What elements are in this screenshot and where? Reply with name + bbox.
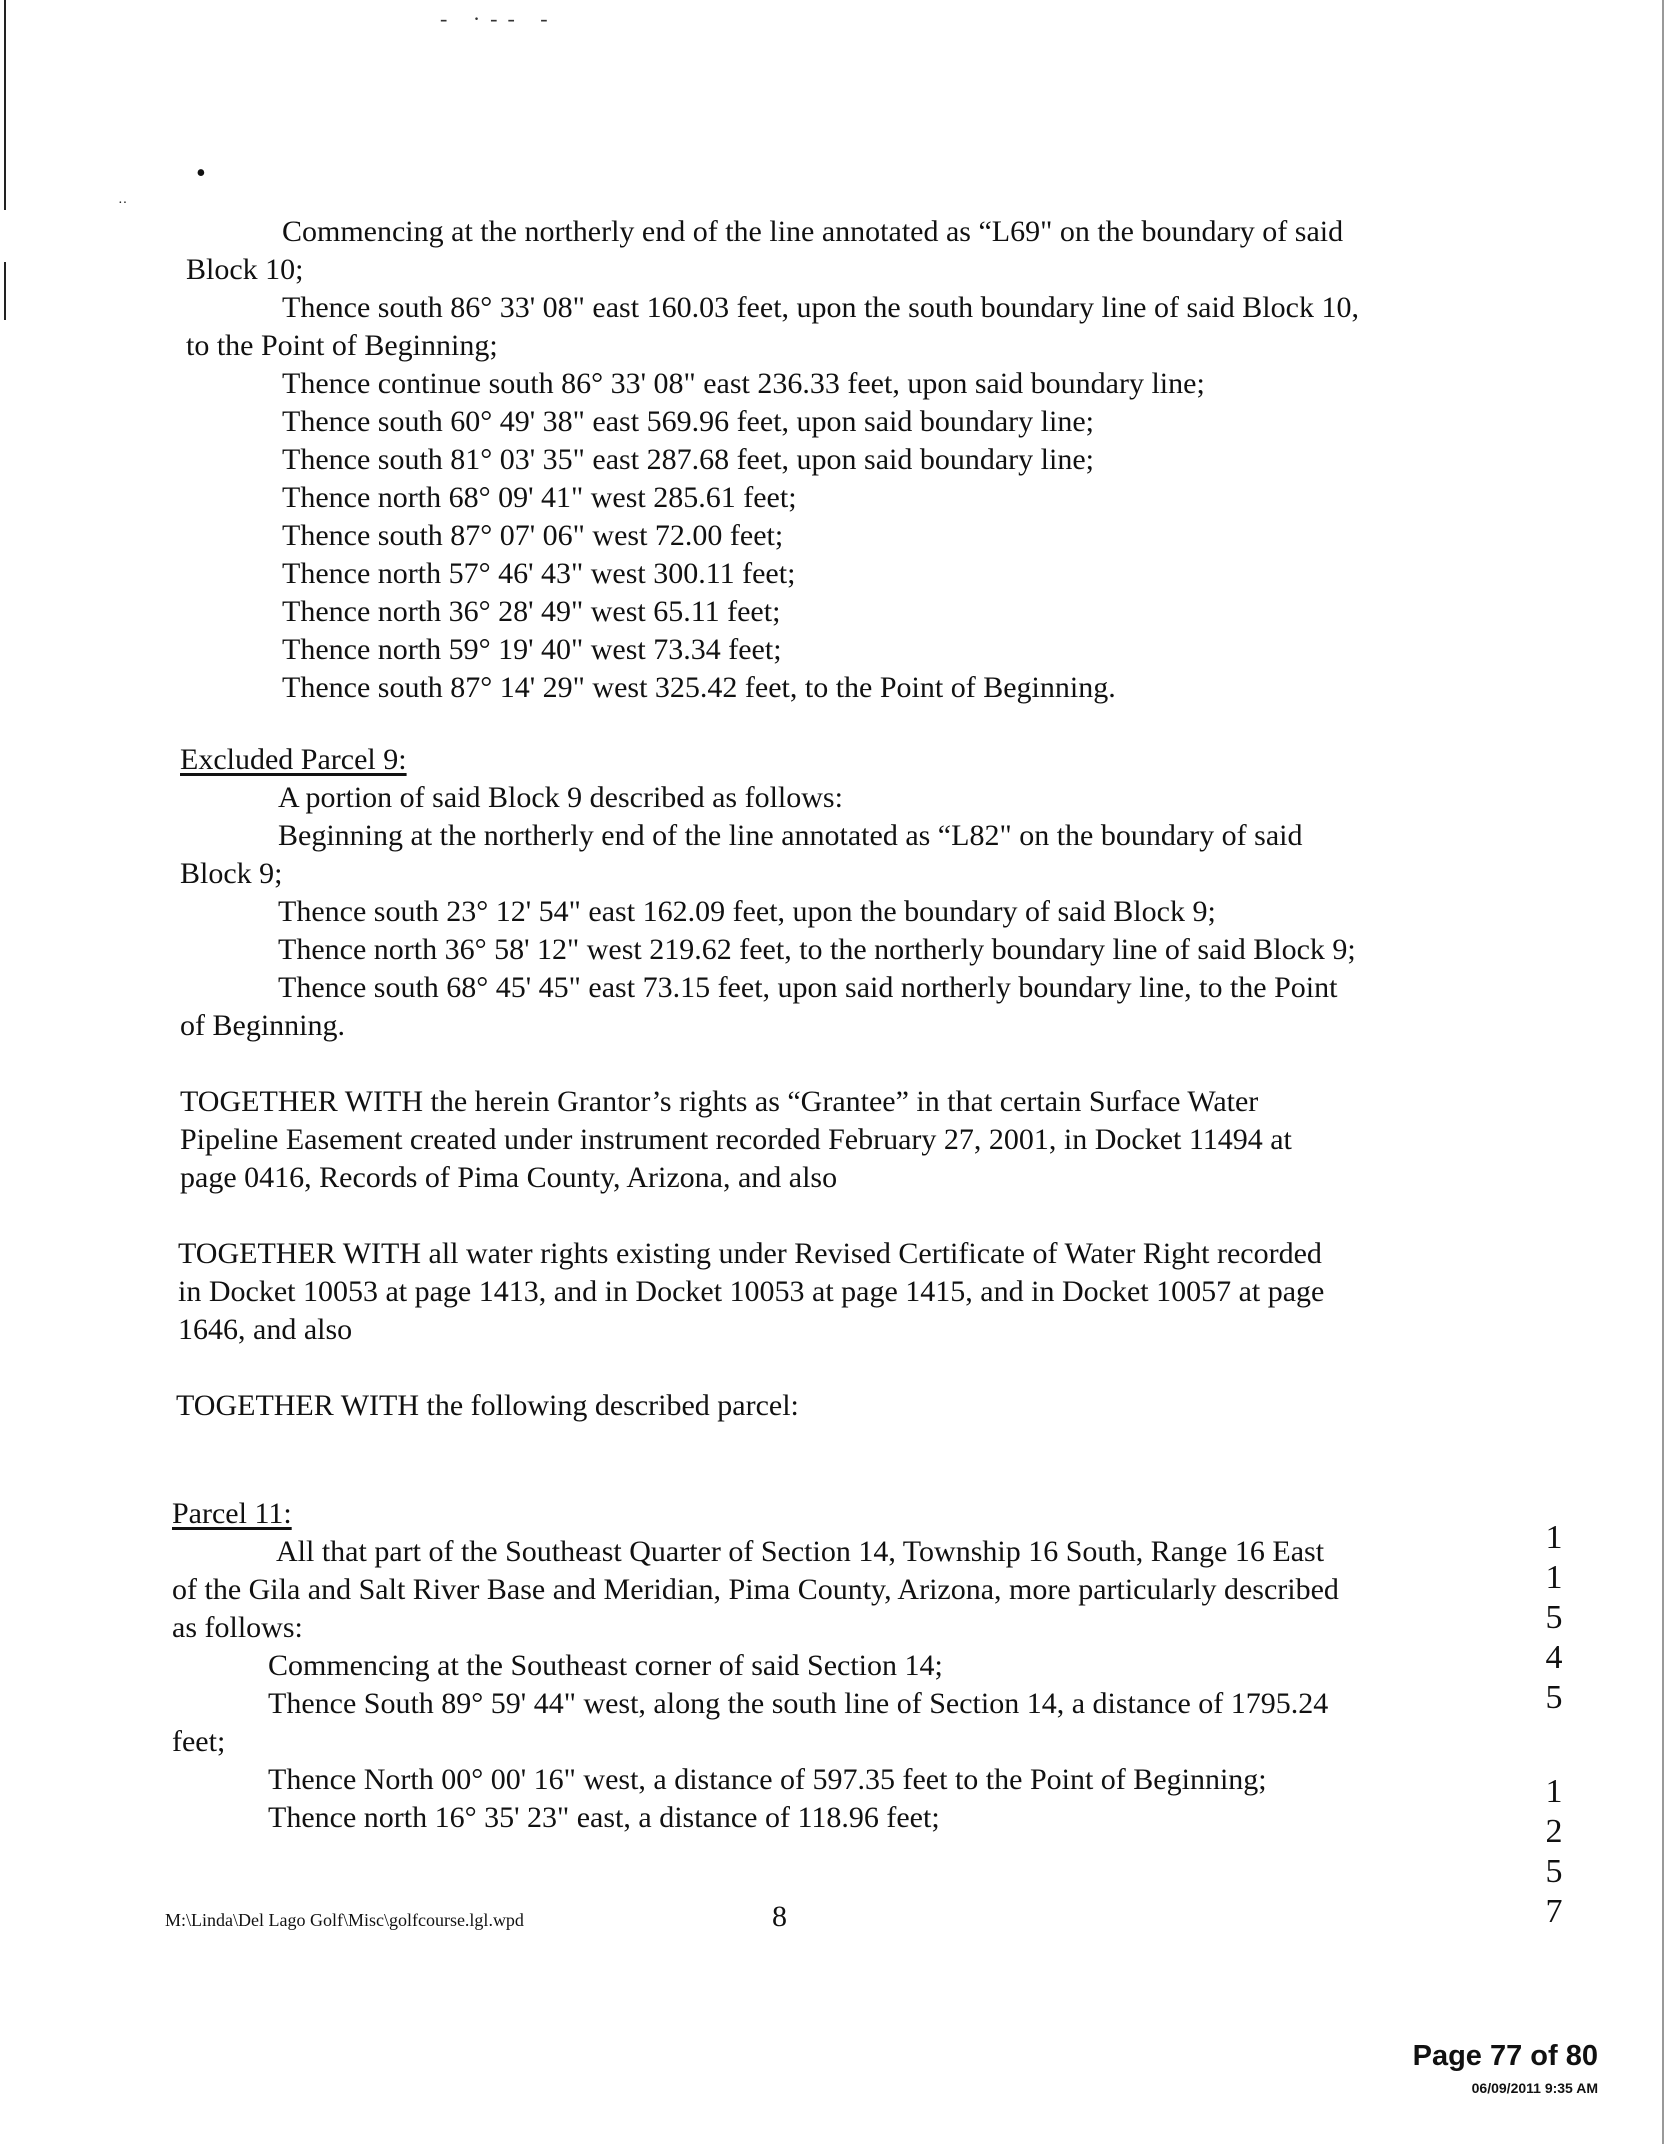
text-line: Thence north 16° 35' 23" east, a distance of 118.96 feet; <box>268 1801 940 1834</box>
text-line: Thence south 86° 33' 08" east 160.03 feet, upon the south boundary line of said Block 10, <box>282 291 1359 324</box>
text-line: to the Point of Beginning; <box>186 329 498 362</box>
text-line: feet; <box>172 1725 226 1758</box>
text-line: Pipeline Easement created under instrument recorded February 27, 2001, in Docket 11494 at <box>180 1123 1292 1156</box>
text-line: 1646, and also <box>178 1313 353 1346</box>
docket-gap <box>1540 1718 1568 1772</box>
docket-digit: 1 <box>1545 1559 1563 1596</box>
text-line: Commencing at the Southeast corner of said Section 14; <box>268 1649 943 1682</box>
text-line: TOGETHER WITH the following described parcel: <box>176 1389 799 1422</box>
text-line: Thence south 60° 49' 38" east 569.96 feet, upon said boundary line; <box>282 405 1094 438</box>
page-number: 8 <box>772 1900 787 1933</box>
text-line: Commencing at the northerly end of the line annotated as “L69" on the boundary of said <box>282 215 1344 248</box>
text-line: Thence South 89° 59' 44" west, along the south line of Section 14, a distance of 1795.24 <box>268 1687 1329 1720</box>
docket-digit: 7 <box>1545 1893 1563 1930</box>
margin-docket-number <box>1540 1518 1568 1932</box>
text-line: TOGETHER WITH all water rights existing under Revised Certificate of Water Right recorded <box>178 1237 1322 1270</box>
text-line: All that part of the Southeast Quarter of Section 14, Township 16 South, Range 16 East <box>276 1535 1325 1568</box>
scan-speck: ·· <box>118 196 128 211</box>
section-heading: Excluded Parcel 9: <box>180 743 407 776</box>
text-line: Thence south 81° 03' 35" east 287.68 feet, upon said boundary line; <box>282 443 1094 476</box>
docket-digit: 1 <box>1545 1519 1563 1556</box>
text-line: Thence south 87° 07' 06" west 72.00 feet; <box>282 519 784 552</box>
text-line: Block 9; <box>180 857 283 890</box>
docket-digit: 5 <box>1545 1853 1563 1890</box>
docket-digit: 4 <box>1545 1639 1563 1676</box>
text-line: page 0416, Records of Pima County, Arizona, and also <box>180 1161 838 1194</box>
page-count-stamp: Page 77 of 80 <box>1412 2040 1598 2072</box>
docket-digit: 1 <box>1545 1773 1563 1810</box>
text-line: in Docket 10053 at page 1413, and in Docket 10053 at page 1415, and in Docket 10057 at page <box>178 1275 1325 1308</box>
text-line: Thence north 36° 58' 12" west 219.62 feet, to the northerly boundary line of said Block 9; <box>278 933 1356 966</box>
text-line: Thence south 87° 14' 29" west 325.42 feet, to the Point of Beginning. <box>282 671 1116 704</box>
text-line: Thence south 68° 45' 45" east 73.15 feet, upon said northerly boundary line, to the Point <box>278 971 1338 1004</box>
text-line: Block 10; <box>186 253 304 286</box>
recording-timestamp: 06/09/2011 9:35 AM <box>1471 2080 1598 2096</box>
text-line: Thence south 23° 12' 54" east 162.09 feet, upon the boundary of said Block 9; <box>278 895 1216 928</box>
section-heading: Parcel 11: <box>172 1497 292 1530</box>
text-line: Beginning at the northerly end of the line annotated as “L82" on the boundary of said <box>278 819 1303 852</box>
text-line: of the Gila and Salt River Base and Meridian, Pima County, Arizona, more particularly described <box>172 1573 1339 1606</box>
docket-digit: 5 <box>1545 1679 1563 1716</box>
scan-edge-line <box>4 262 6 320</box>
text-line: Thence North 00° 00' 16" west, a distance of 597.35 feet to the Point of Beginning; <box>268 1763 1267 1796</box>
text-line: A portion of said Block 9 described as follows: <box>278 781 843 814</box>
text-line: of Beginning. <box>180 1009 345 1042</box>
text-line: Thence north 36° 28' 49" west 65.11 feet; <box>282 595 781 628</box>
text-line: as follows: <box>172 1611 303 1644</box>
docket-digit: 5 <box>1545 1599 1563 1636</box>
docket-digit: 2 <box>1545 1813 1563 1850</box>
text-line: Thence north 59° 19' 40" west 73.34 feet; <box>282 633 782 666</box>
footer-file-path: M:\Linda\Del Lago Golf\Misc\golfcourse.lgl.wpd <box>165 1910 524 1930</box>
scan-edge-line <box>4 0 6 210</box>
text-line: TOGETHER WITH the herein Grantor’s rights as “Grantee” in that certain Surface Water <box>180 1085 1259 1118</box>
text-line: Thence north 68° 09' 41" west 285.61 feet; <box>282 481 797 514</box>
scan-speck: • <box>196 158 206 189</box>
scan-artifact: - ·-- - <box>440 6 558 31</box>
text-line: Thence continue south 86° 33' 08" east 236.33 feet, upon said boundary line; <box>282 367 1205 400</box>
text-line: Thence north 57° 46' 43" west 300.11 feet; <box>282 557 796 590</box>
